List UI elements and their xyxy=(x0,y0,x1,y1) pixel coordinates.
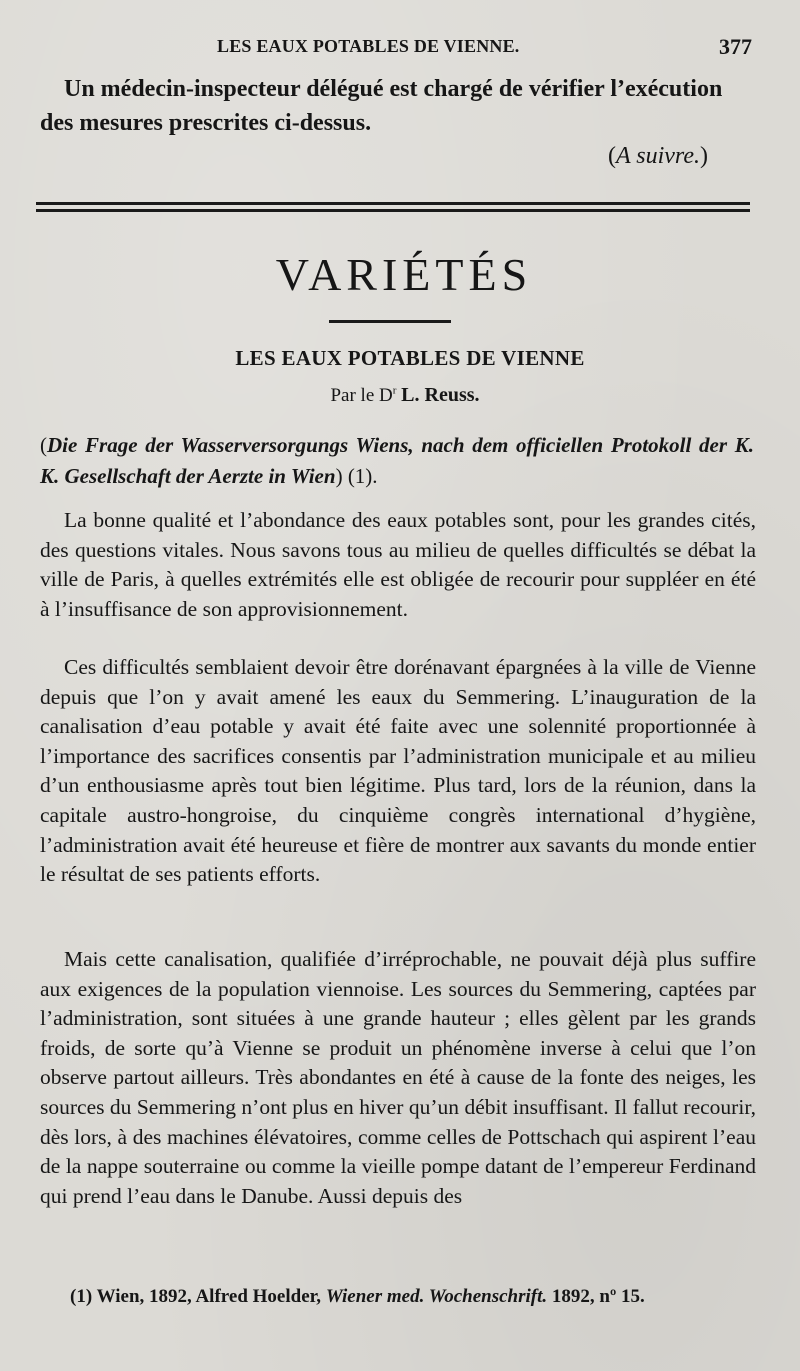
article-title: LES EAUX POTABLES DE VIENNE xyxy=(235,346,585,370)
paragraph-2: Ces difficultés semblaient devoir être dorénavant épargnées à la ville de Vienne depuis que l’on y avait amené les eaux du Semmering. L’inauguration de la canalisation d’eau potable y avait été faite avec une solennité proportionnée à l’importance des sacrifices consentis par l’administration municipale et au milieu d’un enthousiasme après tout bien légitime. Plus tard, lors de la réunion, dans la capitale austro-hongroise, du cinquième congrès international d’hygiène, l’administration avait été heureuse et fière de montrer aux savants du monde entier le résultat de ses patients efforts. xyxy=(40,655,756,887)
continued-note-text: A suivre. xyxy=(616,143,700,169)
author-name: L. Reuss. xyxy=(401,384,480,406)
paragraph-3: Mais cette canalisation, qualifiée d’irréprochable, ne pouvait déjà plus suffire aux exigences de la population viennoise. Les sources du Semmering, captées par l’administration, sont situées à une grande hauteur ; elles gèlent par les grands froids, de sorte qu’à Vienne se produit un phénomène inverse à celui que l’on observe partout ailleurs. Très abondantes en été à cause de la fonte des neiges, les sources du Semmering n’ont plus en hiver qu’un débit insuffisant. Il fallut recourir, dès lors, à des machines élévatoires, comme celles de Pottschach qui aspirent l’eau de la nappe souterraine ou comme la vieille pompe datant de l’empereur Ferdinand qui prend l’eau dans le Danube. Aussi depuis des xyxy=(40,947,756,1208)
byline-sup: r xyxy=(392,384,397,397)
footnote-text-after: 1892, nº 15. xyxy=(551,1286,645,1307)
title-rule xyxy=(329,320,451,323)
footnote-marker: (1) xyxy=(70,1286,93,1307)
continued-note: (A suivre.) xyxy=(608,143,708,169)
paragraph-1: La bonne qualité et l’abondance des eaux potables sont, pour les grandes cités, des questions vitales. Nous savons tous au milieu de quelles difficultés se débat la ville de Paris, à quelles extrémités elle est obligée de recourir pour suppléer en été à l’insuffisance de son approvisionnement. xyxy=(40,508,756,621)
article-byline xyxy=(0,384,800,407)
page-number: 377 xyxy=(719,34,752,59)
previous-article-closing: Un médecin-inspecteur délégué est chargé de vérifier l’exécution des mesures prescrites ci-dessus. xyxy=(40,76,723,136)
section-title: VARIÉTÉS xyxy=(275,249,533,300)
running-title: LES EAUX POTABLES DE VIENNE. xyxy=(217,36,520,56)
footnote-text-before: Wien, 1892, Alfred Hoelder, xyxy=(96,1286,322,1307)
section-divider xyxy=(36,202,750,212)
footnote-journal: Wiener med. Wochenschrift. xyxy=(325,1286,548,1307)
running-header xyxy=(0,36,800,64)
source-reference-title: Die Frage der Wasserversorgungs Wiens, nach dem officiellen Protokoll der K. K. Gesellschaft der Aerzte in Wien xyxy=(40,433,754,488)
footnote xyxy=(40,1282,756,1311)
byline-prefix: Par le D xyxy=(330,385,393,406)
source-reference: (Die Frage der Wasserversorgungs Wiens, nach dem officiellen Protokoll der K. K. Gesellschaft der Aerzte in Wien) (1). xyxy=(40,433,754,488)
source-reference-note: (1). xyxy=(347,464,378,488)
